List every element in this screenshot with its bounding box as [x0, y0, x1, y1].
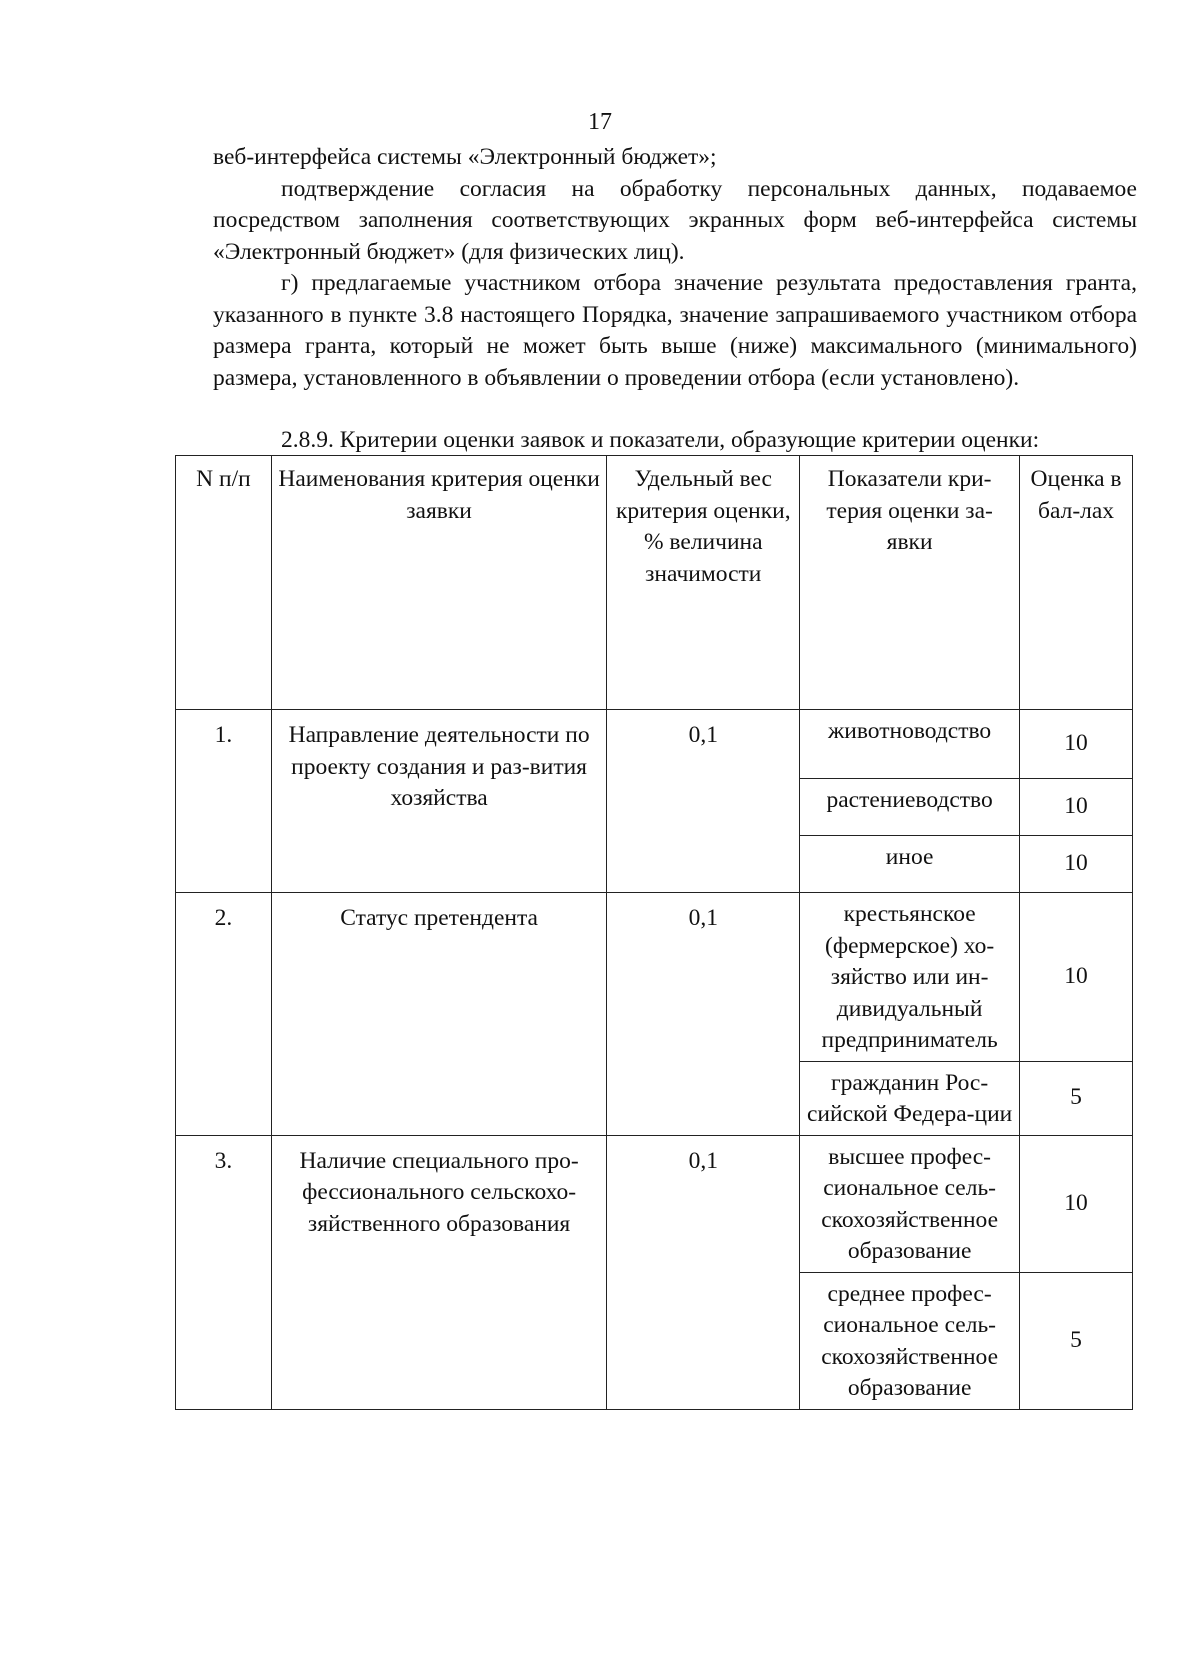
row-num: 1.: [176, 710, 272, 893]
header-indicators: Показатели кри-терия оценки за-явки: [800, 456, 1020, 710]
header-weight: Удельный вес критерия оценки, % величина значимости: [607, 456, 800, 710]
indicator: иное: [800, 836, 1020, 893]
body-text: [213, 142, 1137, 394]
indicator: гражданин Рос-сийской Федера-ции: [800, 1061, 1020, 1135]
header-num: N п/п: [176, 456, 272, 710]
header-score: Оценка в бал-лах: [1020, 456, 1133, 710]
table-heading: 2.8.9. Критерии оценки заявок и показатели, образующие критерии оценки:: [281, 427, 1040, 453]
indicator: среднее профес-сиональное сель-скохозяйственное образование: [800, 1272, 1020, 1409]
score: 5: [1020, 1272, 1133, 1409]
header-criterion-name: Наименования критерия оценки заявки: [271, 456, 607, 710]
criteria-table: [175, 455, 1133, 1410]
criterion-name: Статус претендента: [271, 893, 607, 1136]
criterion-name: Наличие специального про-фессионального сельскохо-зяйственного образования: [271, 1135, 607, 1409]
criterion-name: Направление деятельности по проекту создания и раз-вития хозяйства: [271, 710, 607, 893]
criterion-weight: 0,1: [607, 1135, 800, 1409]
table-row: [176, 710, 1133, 779]
paragraph-continuation: веб-интерфейса системы «Электронный бюджет»;: [213, 144, 717, 170]
indicator: растениеводство: [800, 779, 1020, 836]
indicator: высшее профес-сиональное сель-скохозяйственное образование: [800, 1135, 1020, 1272]
row-num: 3.: [176, 1135, 272, 1409]
score: 5: [1020, 1061, 1133, 1135]
indicator: крестьянское (фермерское) хо-зяйство или ин-дивидуальный предприниматель: [800, 893, 1020, 1062]
table-row: [176, 893, 1133, 1062]
score: 10: [1020, 893, 1133, 1062]
score: 10: [1020, 1135, 1133, 1272]
score: 10: [1020, 836, 1133, 893]
table-row: [176, 1135, 1133, 1272]
paragraph-item-g: г) предлагаемые участником отбора значение результата предоставления гранта, указанного в пункте 3.8 настоящего Порядка, значение запрашиваемого участником отбора размера гранта, который не может быть выше (ниже) максимального (минимального) размера, установленного в объявлении о проведении отбора (если установлено).: [213, 270, 1137, 391]
table-header-row: [176, 456, 1133, 710]
score: 10: [1020, 779, 1133, 836]
score: 10: [1020, 710, 1133, 779]
criterion-weight: 0,1: [607, 893, 800, 1136]
paragraph-consent: подтверждение согласия на обработку персональных данных, подаваемое посредством заполнения соответствующих экранных форм веб-интерфейса системы «Электронный бюджет» (для физических лиц).: [213, 175, 1137, 265]
row-num: 2.: [176, 893, 272, 1136]
page-number: 17: [588, 109, 612, 135]
criterion-weight: 0,1: [607, 710, 800, 893]
indicator: животноводство: [800, 710, 1020, 779]
